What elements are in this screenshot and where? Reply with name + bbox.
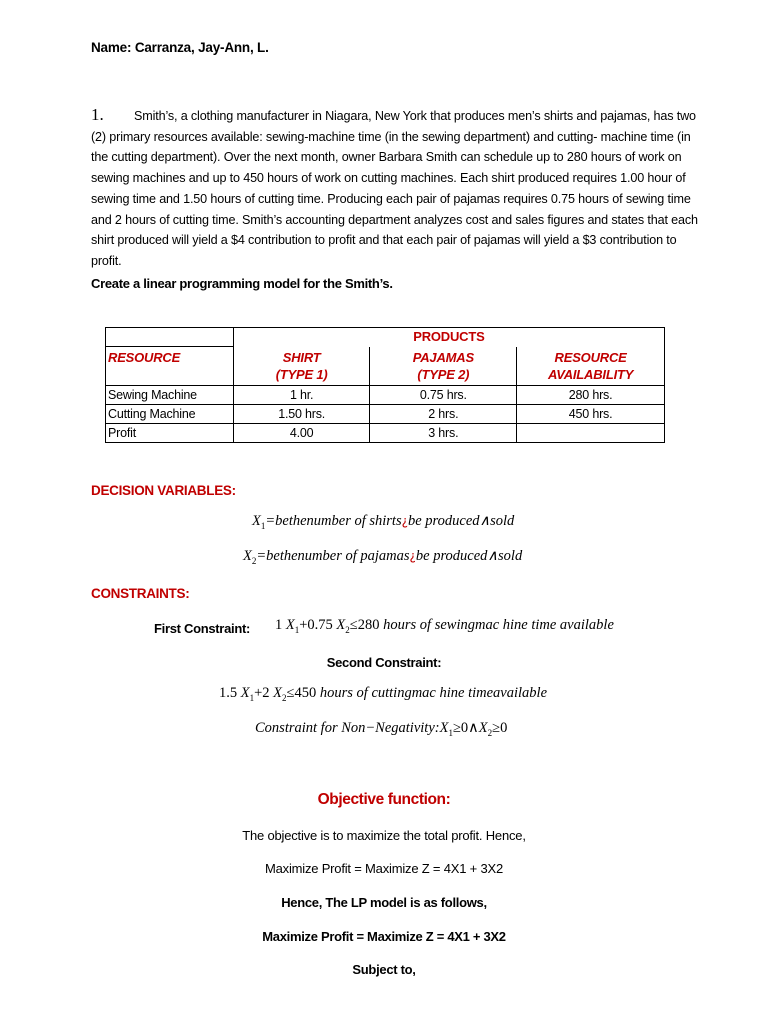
col-shirt-label: SHIRT bbox=[282, 349, 321, 365]
resource-table bbox=[105, 327, 665, 443]
col-pajamas-header bbox=[370, 347, 517, 386]
col-availability-header bbox=[517, 347, 665, 386]
student-name: Name: Carranza, Jay-Ann, L. bbox=[91, 40, 269, 55]
decision-variables-heading: DECISION VARIABLES: bbox=[91, 483, 236, 498]
first-constraint-label: First Constraint: bbox=[154, 621, 251, 636]
table-row bbox=[106, 405, 665, 424]
row-shirt: 4.00 bbox=[233, 424, 370, 443]
col-shirt-header bbox=[233, 347, 370, 386]
col-availability-label: RESOURCE bbox=[554, 349, 627, 365]
objective-heading: Objective function: bbox=[317, 791, 451, 808]
row-availability bbox=[517, 424, 665, 443]
subject-to: Subject to, bbox=[352, 962, 416, 977]
row-shirt: 1 hr. bbox=[233, 386, 370, 405]
table-header-row bbox=[106, 347, 665, 386]
row-pajamas: 2 hrs. bbox=[370, 405, 517, 424]
problem-statement: Smith’s, a clothing manufacturer in Niagara, New York that produces men’s shirts and pajamas, has two (2) primary resources available: sewing-machine time (in the sewing department) and cutting- machine time (in the cutting department). Over the next month, owner Barbara Smith can schedule up to 280 hours of work on sewing machines and up to 450 hours of work on cutting machines. Each shirt produced requires 1.00 hour of sewing time and 1.50 hours of cutting time. Producing each pair of pajamas requires 0.75 hours of sewing time and 2 hours of cutting time. Smith’s accounting department analyzes cost and sales figures and states that each shirt produced will yield a $4 contribution to profit and that each pair of pajamas will yield a $3 contribution to profit. bbox=[91, 109, 698, 268]
row-availability: 280 hrs. bbox=[517, 386, 665, 405]
decision-variable-x2: $X_2=bethenumber$ of pajamas¿be produced∧sold bbox=[243, 548, 523, 566]
row-pajamas: 3 hrs. bbox=[370, 424, 517, 443]
row-resource: Cutting Machine bbox=[106, 405, 234, 424]
row-resource: Sewing Machine bbox=[106, 386, 234, 405]
row-resource: Profit bbox=[106, 424, 234, 443]
lp-intro: Hence, The LP model is as follows, bbox=[281, 895, 487, 910]
col-pajamas-label: PAJAMAS bbox=[412, 349, 474, 365]
row-shirt: 1.50 hrs. bbox=[233, 405, 370, 424]
problem-number: 1. bbox=[91, 105, 104, 124]
non-negativity-constraint: Constraint for $Non-Negativity:X_1\ge 0\wedge X_2\ge 0$ bbox=[255, 720, 508, 738]
objective-formula: Maximize Profit = Maximize Z = 4X1 + 3X2 bbox=[264, 861, 503, 876]
objective-text: The objective is to maximize the total profit. Hence, bbox=[242, 828, 526, 843]
task-statement: Create a linear programming model for the Smith’s. bbox=[91, 276, 393, 291]
constraints-heading: CONSTRAINTS: bbox=[91, 586, 190, 601]
second-constraint-label: Second Constraint: bbox=[326, 655, 442, 670]
lp-formula: Maximize Profit = Maximize Z = 4X1 + 3X2 bbox=[262, 929, 506, 944]
col-resource-header: RESOURCE bbox=[106, 347, 234, 386]
row-pajamas: 0.75 hrs. bbox=[370, 386, 517, 405]
first-constraint-formula: 1 $X_1+0.75$ $X_2\le 280$ hours of sewingmac hine time available bbox=[275, 617, 614, 635]
products-header: PRODUCTS bbox=[233, 328, 664, 347]
decision-variable-x1: $X_1=bethenumber$ of shirts¿be produced∧sold bbox=[252, 513, 515, 531]
table-row bbox=[106, 386, 665, 405]
col-availability-label2: AVAILABILITY bbox=[547, 366, 634, 382]
table-row bbox=[106, 424, 665, 443]
col-pajamas-type: (TYPE 2) bbox=[417, 366, 470, 382]
table-header-row-products bbox=[106, 328, 665, 347]
row-availability: 450 hrs. bbox=[517, 405, 665, 424]
second-constraint-formula: 1.5 $X_1+2$ $X_2\le 450$ hours of cuttingmac hine timeavailable bbox=[219, 685, 548, 703]
col-shirt-type: (TYPE 1) bbox=[275, 366, 328, 382]
